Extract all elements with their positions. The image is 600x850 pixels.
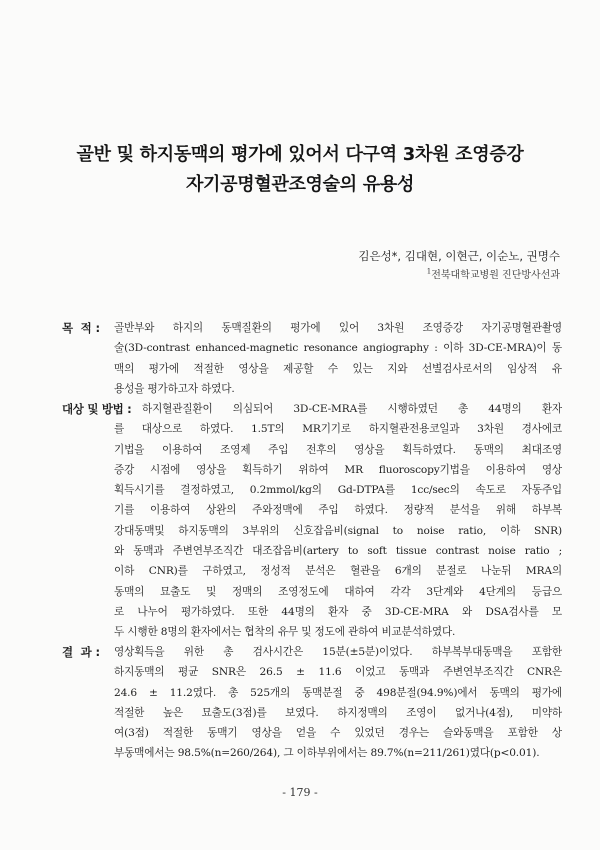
section-label-method: 대상 및 방법 :	[62, 402, 132, 416]
section-label-purpose: 목 적 :	[62, 321, 100, 335]
affiliation-marker: 1	[426, 267, 432, 276]
title-line-2: 자기공명혈관조영술의 유용성	[185, 174, 415, 195]
text-line: 하지동맥의 평균 SNR은 26.5 ± 11.6 이었고 동맥과 주변연부조직간 CNR은	[114, 666, 562, 679]
section-body-purpose	[114, 318, 562, 399]
text-line: 이하 CNR)를 구하였고, 정성적 분석은 혈관을 6개의 분절로 나눈뒤 MRA의	[114, 565, 562, 578]
text-line: 기를 이용하여 상완의 주와정맥에 주입 하였다. 정량적 분석을 위해 하부복	[114, 504, 562, 517]
text-line: 골반부와 하지의 동맥질환의 평가에 있어 3차원 조영증강 자기공명혈관촬영	[114, 322, 562, 334]
paper-title	[40, 140, 560, 200]
affiliation	[427, 266, 560, 281]
section-body-result	[114, 642, 562, 764]
text-line: 두 시행한 8명의 환자에서는 협착의 유무 및 정도에 관하여 비교분석하였다.	[114, 626, 456, 639]
text-line: 술(3D-contrast enhanced-magnetic resonance angiography : 이하 3D-CE-MRA)이 동	[114, 342, 562, 355]
text-line: 증강 시점에 영상을 획득하기 위하여 MR fluoroscopy기법을 이용하여 영상	[114, 463, 562, 476]
text-line: 영상획득을 위한 총 검사시간은 15분(±5분)이었다. 하부복부대동맥을 포함한	[114, 646, 562, 658]
text-line: 기법을 이용하여 조영제 주입 전후의 영상을 획득하였다. 동맥의 최대조영	[114, 443, 562, 456]
page-number: - 179 -	[282, 786, 318, 799]
text-line: 와 동맥과 주변연부조직간 대조잡음비(artery to soft tissue contrast noise ratio ;	[114, 545, 562, 558]
section-method	[62, 399, 562, 643]
text-line: 적절한 높은 묘출도(3점)를 보였다. 하지정맥의 조영이 없거나(4점), 미약하	[114, 706, 562, 719]
text-line: 24.6 ± 11.2였다. 총 525개의 동맥분절 중 498분절(94.9%)에서 동맥의 평가에	[114, 686, 562, 699]
text-line: 강대동맥및 하지동맥의 3부위의 신호잡음비(signal to noise ratio, 이하 SNR)	[114, 524, 562, 537]
section-purpose	[62, 318, 562, 399]
title-line-1: 골반 및 하지동맥의 평가에 있어서 다구역 3차원 조영증강	[76, 144, 524, 165]
affiliation-text: 전북대학교병원 진단방사선과	[431, 270, 560, 281]
text-line: 용성을 평가하고자 하였다.	[114, 382, 235, 395]
author-list: 김은성*, 김대현, 이현근, 이순노, 권명수	[358, 249, 560, 263]
text-line: 하지혈관질환이 의심되어 3D-CE-MRA를 시행하였던 총 44명의 환자	[142, 403, 562, 415]
text-line: 로 나누어 평가하였다. 또한 44명의 환자 중 3D-CE-MRA 와 DSA검사를 모	[114, 605, 562, 618]
section-body-method	[62, 399, 562, 643]
text-line: 여(3점) 적절한 동맥기 영상을 얻을 수 있었던 경우는 슬와동맥을 포함한 상	[114, 727, 562, 740]
text-line: 부동맥에서는 98.5%(n=260/264), 그 이하부위에서는 89.7%(n=211/261)였다(p<0.01).	[114, 747, 540, 760]
text-line: 획득시기를 결정하였고, 0.2mmol/kg의 Gd-DTPA를 1cc/sec의 속도로 자동주입	[114, 484, 562, 497]
text-line: 를 대상으로 하였다. 1.5T의 MR기기로 하지혈관전용코일과 3차원 경사에코	[114, 423, 562, 436]
section-result	[62, 642, 562, 764]
section-label-result: 결 과 :	[62, 645, 100, 659]
text-line: 동맥의 묘출도 및 정맥의 조영정도에 대하여 각각 3단계와 4단계의 등급으	[114, 585, 562, 598]
text-line: 맥의 평가에 적절한 영상을 제공할 수 있는 지와 선별검사로서의 임상적 유	[114, 362, 562, 375]
